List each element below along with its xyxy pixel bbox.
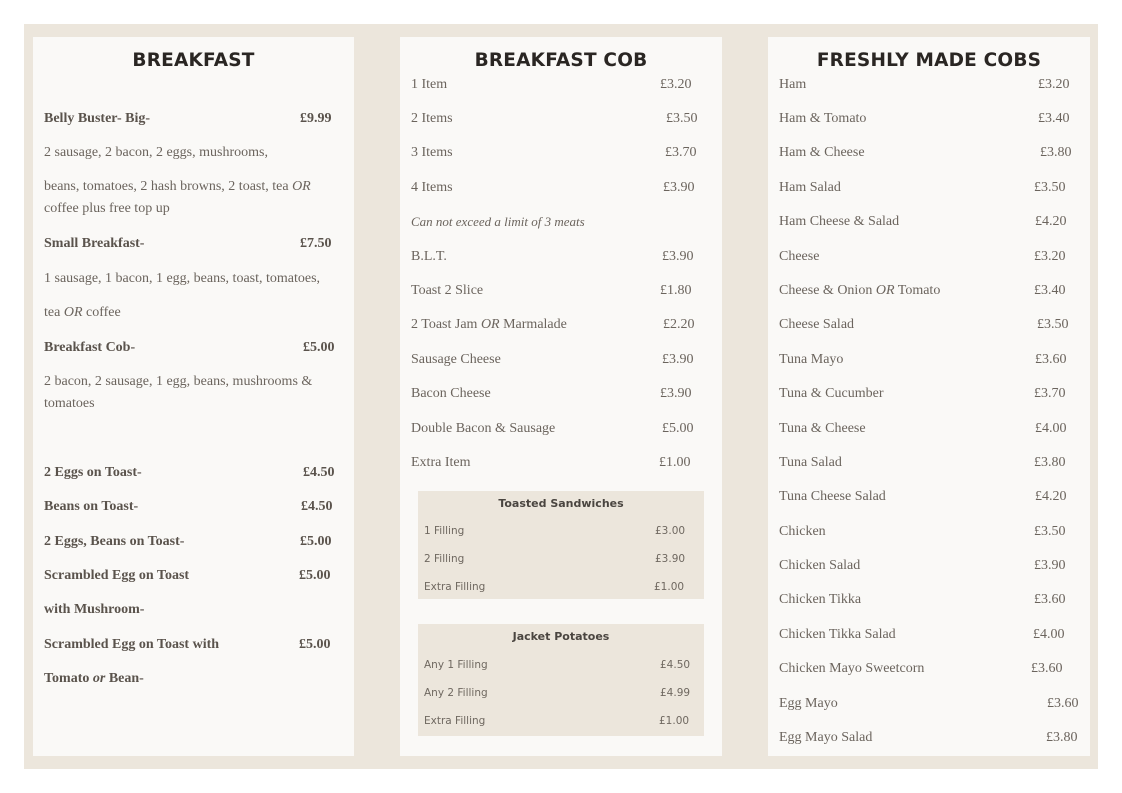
item-price: £3.50 bbox=[1034, 180, 1066, 195]
row-name: Any 1 Filling bbox=[424, 659, 488, 671]
row-price: £1.00 bbox=[654, 581, 685, 593]
item-price: £2.20 bbox=[663, 317, 695, 332]
item-price: £3.80 bbox=[1034, 455, 1066, 470]
row-name: Any 2 Filling bbox=[424, 687, 488, 699]
item-name: Ham & Cheese bbox=[779, 145, 865, 160]
breakfast-title: BREAKFAST bbox=[132, 50, 255, 71]
item-price: £3.90 bbox=[663, 180, 695, 195]
row-name: Extra Filling bbox=[424, 715, 486, 727]
item-price: £3.50 bbox=[1034, 524, 1066, 539]
item-name: Egg Mayo Salad bbox=[779, 730, 873, 745]
item-name: Chicken bbox=[779, 524, 826, 539]
item-price: £4.50 bbox=[301, 499, 333, 514]
breakfast-cob-title: BREAKFAST COB bbox=[474, 50, 648, 71]
item-name: 2 Eggs, Beans on Toast- bbox=[44, 534, 185, 549]
item-price: £3.90 bbox=[662, 352, 694, 367]
row-name: Extra Filling bbox=[424, 581, 486, 593]
item-name: with Mushroom- bbox=[44, 602, 145, 617]
item-name: Ham Cheese & Salad bbox=[779, 214, 900, 229]
item-price: £3.60 bbox=[1047, 696, 1079, 711]
item-price: £3.90 bbox=[662, 249, 694, 264]
item-name: Ham bbox=[779, 77, 807, 92]
item-name: Double Bacon & Sausage bbox=[411, 421, 556, 436]
item-price: £7.50 bbox=[300, 236, 332, 251]
item-name: Scrambled Egg on Toast bbox=[44, 568, 190, 583]
breakfast-cob-panel bbox=[400, 37, 722, 756]
item-name: Cheese bbox=[779, 249, 820, 264]
item-name: Ham Salad bbox=[779, 180, 841, 195]
item-price: £3.50 bbox=[666, 111, 698, 126]
limit-note: Can not exceed a limit of 3 meats bbox=[411, 214, 585, 229]
item-description: 2 bacon, 2 sausage, 1 egg, beans, mushrooms & tomatoes bbox=[44, 374, 313, 411]
item-price: £3.90 bbox=[1034, 558, 1066, 573]
item-name: Sausage Cheese bbox=[411, 352, 501, 367]
item-price: £5.00 bbox=[299, 568, 331, 583]
jacket-potatoes-box bbox=[418, 624, 704, 736]
item-description: beans, tomatoes, 2 hash browns, 2 toast, tea OR coffee plus free top up bbox=[44, 179, 311, 216]
item-price: £5.00 bbox=[303, 340, 335, 355]
item-name: Small Breakfast- bbox=[44, 236, 145, 251]
item-name: Chicken Salad bbox=[779, 558, 861, 573]
item-price: £3.70 bbox=[1034, 386, 1066, 401]
row-price: £4.99 bbox=[660, 687, 691, 699]
item-price: £3.40 bbox=[1038, 111, 1070, 126]
row-name: 1 Filling bbox=[424, 525, 465, 537]
item-name: Cheese & Onion OR Tomato bbox=[779, 283, 941, 298]
item-name: Egg Mayo bbox=[779, 696, 838, 711]
box-title: Jacket Potatoes bbox=[512, 630, 610, 643]
item-name: Tuna & Cheese bbox=[779, 421, 866, 436]
item-description: 1 sausage, 1 bacon, 1 egg, beans, toast, tomatoes, bbox=[44, 271, 321, 286]
item-name: Beans on Toast- bbox=[44, 499, 139, 514]
item-name: Toast 2 Slice bbox=[411, 283, 484, 298]
item-name: Tuna Cheese Salad bbox=[779, 489, 886, 504]
item-name: Chicken Tikka bbox=[779, 592, 862, 607]
item-price: £4.50 bbox=[303, 465, 335, 480]
item-price: £3.70 bbox=[665, 145, 697, 160]
row-price: £3.00 bbox=[655, 525, 686, 537]
item-name: Scrambled Egg on Toast with bbox=[44, 637, 220, 652]
item-price: £3.90 bbox=[660, 386, 692, 401]
item-name: Chicken Mayo Sweetcorn bbox=[779, 661, 925, 676]
item-name: 1 Item bbox=[411, 77, 448, 92]
item-price: £5.00 bbox=[662, 421, 694, 436]
fresh-cobs-panel bbox=[768, 37, 1090, 756]
item-name: Ham & Tomato bbox=[779, 111, 867, 126]
item-price: £1.00 bbox=[659, 455, 691, 470]
item-price: £3.60 bbox=[1031, 661, 1063, 676]
item-name: 2 Toast Jam OR Marmalade bbox=[411, 317, 567, 332]
item-name: Chicken Tikka Salad bbox=[779, 627, 896, 642]
item-price: £4.20 bbox=[1035, 214, 1067, 229]
item-name: Tuna Mayo bbox=[779, 352, 844, 367]
item-price: £3.80 bbox=[1046, 730, 1078, 745]
item-name: Belly Buster- Big- bbox=[44, 111, 151, 126]
item-description: tea OR coffee bbox=[44, 305, 121, 320]
row-name: 2 Filling bbox=[424, 553, 465, 565]
item-price: £4.00 bbox=[1035, 421, 1067, 436]
item-price: £3.60 bbox=[1035, 352, 1067, 367]
item-name: 2 Eggs on Toast- bbox=[44, 465, 142, 480]
breakfast-panel bbox=[33, 37, 354, 756]
item-name: Tuna & Cucumber bbox=[779, 386, 884, 401]
item-name: 2 Items bbox=[411, 111, 453, 126]
item-name: Bacon Cheese bbox=[411, 386, 491, 401]
item-name: 4 Items bbox=[411, 180, 453, 195]
item-name: Breakfast Cob- bbox=[44, 340, 136, 355]
item-price: £4.20 bbox=[1035, 489, 1067, 504]
item-name: Tomato or Bean- bbox=[44, 671, 144, 686]
box-title: Toasted Sandwiches bbox=[498, 497, 624, 510]
toasted-sandwiches-box bbox=[418, 491, 704, 599]
item-description: 2 sausage, 2 bacon, 2 eggs, mushrooms, bbox=[44, 145, 268, 160]
item-price: £4.00 bbox=[1033, 627, 1065, 642]
item-price: £5.00 bbox=[300, 534, 332, 549]
item-name: 3 Items bbox=[411, 145, 453, 160]
row-price: £4.50 bbox=[660, 659, 691, 671]
item-name: B.L.T. bbox=[411, 249, 447, 264]
item-price: £3.20 bbox=[660, 77, 692, 92]
item-name: Extra Item bbox=[411, 455, 471, 470]
item-price: £3.60 bbox=[1034, 592, 1066, 607]
item-price: £3.20 bbox=[1034, 249, 1066, 264]
fresh-cobs-title: FRESHLY MADE COBS bbox=[816, 50, 1042, 71]
item-price: £5.00 bbox=[299, 637, 331, 652]
row-price: £1.00 bbox=[659, 715, 690, 727]
row-price: £3.90 bbox=[655, 553, 686, 565]
item-price: £9.99 bbox=[300, 111, 332, 126]
item-price: £3.80 bbox=[1040, 145, 1072, 160]
item-price: £3.40 bbox=[1034, 283, 1066, 298]
item-price: £3.20 bbox=[1038, 77, 1070, 92]
item-price: £1.80 bbox=[660, 283, 692, 298]
item-name: Cheese Salad bbox=[779, 317, 855, 332]
item-name: Tuna Salad bbox=[779, 455, 842, 470]
item-price: £3.50 bbox=[1037, 317, 1069, 332]
